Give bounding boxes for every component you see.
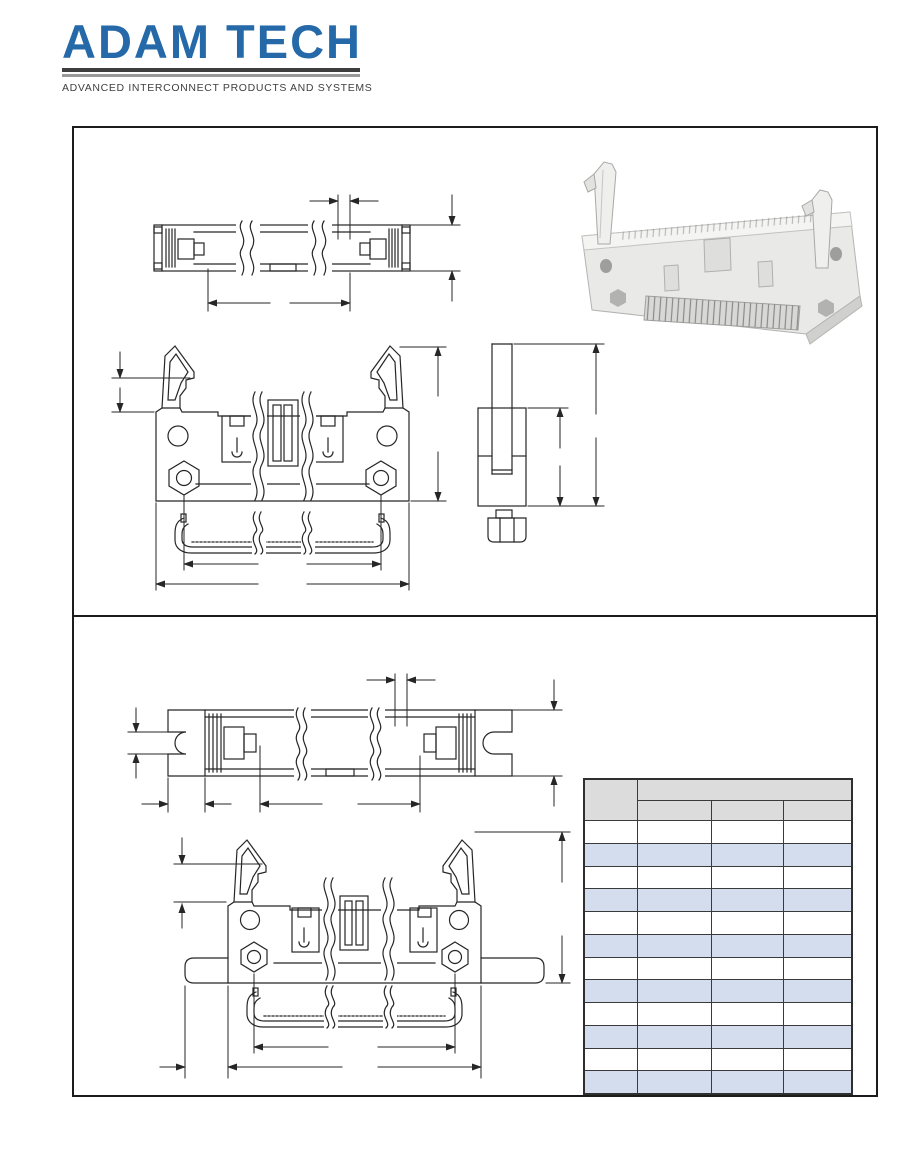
brand-tagline: ADVANCED INTERCONNECT PRODUCTS AND SYSTEMS — [62, 82, 373, 94]
section-divider — [74, 615, 876, 617]
table-row — [584, 866, 852, 889]
table-cell — [637, 934, 711, 957]
table-cell — [584, 821, 637, 844]
table-cell — [637, 912, 711, 935]
table-row — [584, 1048, 852, 1071]
table-row — [584, 1003, 852, 1026]
table-cell — [637, 1048, 711, 1071]
table-cell — [711, 1048, 783, 1071]
figure-top-view-lower — [110, 664, 572, 819]
table-cell — [783, 980, 852, 1003]
spec-table — [583, 778, 853, 1095]
table-cell — [584, 889, 637, 912]
table-row — [584, 843, 852, 866]
table-row — [584, 957, 852, 980]
table-cell — [711, 821, 783, 844]
table-cell — [637, 1025, 711, 1048]
brand-rule-divider — [62, 68, 360, 77]
table-cell — [637, 821, 711, 844]
table-cell — [584, 1048, 637, 1071]
table-cell — [637, 980, 711, 1003]
spec-table-subheader-1 — [637, 801, 711, 821]
table-cell — [783, 821, 852, 844]
table-cell — [584, 980, 637, 1003]
table-cell — [584, 1003, 637, 1026]
table-cell — [637, 889, 711, 912]
table-cell — [783, 843, 852, 866]
figure-top-view-upper — [142, 183, 472, 323]
table-cell — [783, 912, 852, 935]
table-cell — [711, 912, 783, 935]
table-cell — [711, 957, 783, 980]
table-cell — [711, 843, 783, 866]
table-row — [584, 980, 852, 1003]
figure-product-photo — [554, 148, 874, 358]
table-cell — [584, 1071, 637, 1094]
brand-name: ADAM TECH — [62, 15, 362, 68]
table-cell — [783, 1025, 852, 1048]
table-cell — [637, 866, 711, 889]
table-cell — [783, 957, 852, 980]
table-cell — [711, 1003, 783, 1026]
drawing-sheet — [72, 126, 878, 1097]
table-cell — [637, 1003, 711, 1026]
figure-front-view-upper — [100, 338, 452, 600]
table-cell — [584, 843, 637, 866]
table-cell — [783, 1003, 852, 1026]
table-cell — [584, 957, 637, 980]
table-cell — [637, 1071, 711, 1094]
table-row — [584, 934, 852, 957]
table-row — [584, 1025, 852, 1048]
spec-table-group-header — [637, 779, 852, 801]
figure-front-view-lower — [150, 820, 578, 1098]
table-cell — [637, 957, 711, 980]
table-cell — [783, 866, 852, 889]
table-cell — [584, 912, 637, 935]
table-cell — [637, 843, 711, 866]
table-cell — [584, 934, 637, 957]
table-cell — [584, 866, 637, 889]
table-row — [584, 1071, 852, 1094]
spec-table-corner-header — [584, 779, 637, 821]
table-cell — [711, 1071, 783, 1094]
table-cell — [783, 934, 852, 957]
spec-table-body — [584, 821, 852, 1095]
spec-table-subheader-3 — [783, 801, 852, 821]
table-cell — [711, 980, 783, 1003]
spec-table-subheader-2 — [711, 801, 783, 821]
table-cell — [711, 1025, 783, 1048]
table-cell — [584, 1025, 637, 1048]
table-cell — [783, 1048, 852, 1071]
table-cell — [783, 889, 852, 912]
table-row — [584, 821, 852, 844]
table-cell — [783, 1071, 852, 1094]
table-row — [584, 912, 852, 935]
table-cell — [711, 866, 783, 889]
figure-side-view — [462, 338, 627, 556]
brand-logo — [62, 15, 373, 94]
table-cell — [711, 934, 783, 957]
table-cell — [711, 889, 783, 912]
table-row — [584, 889, 852, 912]
